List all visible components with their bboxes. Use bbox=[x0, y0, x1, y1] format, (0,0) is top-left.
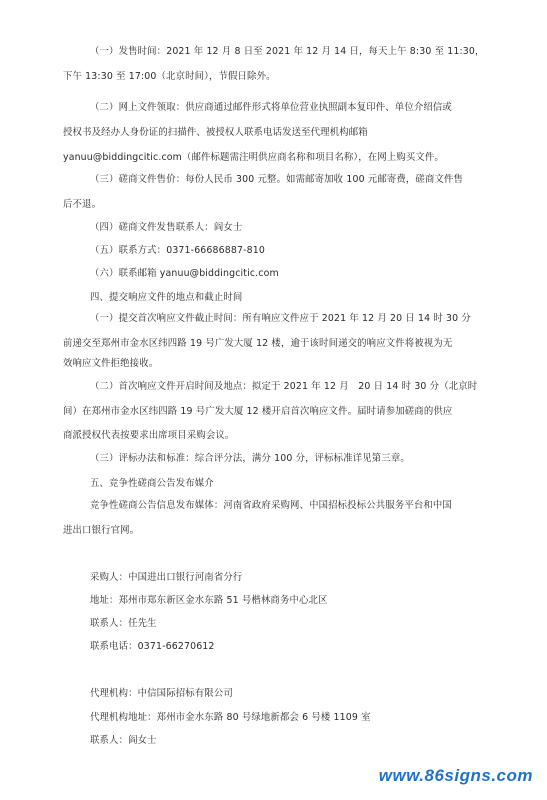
contact-phone-line: （五）联系方式：0371-66686887-810 bbox=[90, 245, 265, 256]
media-line-2: 进出口银行官网。 bbox=[63, 525, 140, 536]
price-line-2: 后不退。 bbox=[63, 199, 102, 210]
deadline-line-1: （一）提交首次响应文件截止时间：所有响应文件应于 2021 年 12 月 20 日 14 时 30 分 bbox=[90, 313, 471, 324]
sale-time-line-2: 下午 13:30 至 17:00（北京时间），节假日除外。 bbox=[63, 71, 276, 82]
site-watermark: www.86signs.com bbox=[378, 766, 533, 785]
agency-address-line: 代理机构地址：郑州市金水东路 80 号绿地新都会 6 号楼 1109 室 bbox=[90, 712, 371, 723]
purchaser-contact-line: 联系人：任先生 bbox=[90, 618, 157, 629]
purchaser-phone-line: 联系电话：0371-66270612 bbox=[90, 641, 215, 652]
online-docs-line-1: （二）网上文件领取：供应商通过邮件形式将单位营业执照副本复印件、单位介绍信或 bbox=[90, 102, 452, 113]
contact-person-line: （四）磋商文件发售联系人：阎女士 bbox=[90, 222, 243, 233]
purchaser-line: 采购人：中国进出口银行河南省分行 bbox=[90, 572, 243, 583]
deadline-line-2: 前递交至郑州市金水区纬四路 19 号广发大厦 12 楼，逾于该时间递交的响应文件将被视为无 bbox=[63, 338, 453, 349]
deadline-line-3: 效响应文件拒绝接收。 bbox=[63, 358, 159, 369]
agency-line: 代理机构：中信国际招标有限公司 bbox=[90, 688, 233, 699]
opening-line-2: 间）在郑州市金水区纬四路 19 号广发大厦 12 楼开启首次响应文件。届时请参加磋商的供应 bbox=[63, 406, 453, 417]
opening-line-3: 商派授权代表按要求出席项目采购会议。 bbox=[63, 430, 235, 441]
opening-line-1: （二）首次响应文件开启时间及地点：拟定于 2021 年 12 月 20 日 14 时 30 分（北京时 bbox=[90, 381, 478, 392]
purchaser-address-line: 地址：郑州市郑东新区金水东路 51 号楷林商务中心北区 bbox=[90, 595, 328, 606]
contact-email-line: （六）联系邮箱 yanuu@biddingcitic.com bbox=[90, 268, 279, 279]
media-line-1: 竞争性磋商公告信息发布媒体：河南省政府采购网、中国招标投标公共服务平台和中国 bbox=[90, 500, 452, 511]
section-five-heading: 五、竞争性磋商公告发布媒介 bbox=[90, 478, 214, 489]
evaluation-line: （三）评标办法和标准：综合评分法，满分 100 分，评标标准详见第三章。 bbox=[90, 453, 410, 464]
price-line-1: （三）磋商文件售价：每份人民币 300 元整。如需邮寄加收 100 元邮寄费，磋商文件售 bbox=[90, 174, 464, 185]
agency-contact-line: 联系人：阎女士 bbox=[90, 735, 157, 746]
online-docs-line-3: yanuu@biddingcitic.com（邮件标题需注明供应商名称和项目名称），在网上购买文件。 bbox=[63, 152, 444, 163]
online-docs-line-2: 授权书及经办人身份证的扫描件、被授权人联系电话发送至代理机构邮箱 bbox=[63, 127, 368, 138]
sale-time-line-1: （一）发售时间：2021 年 12 月 8 日至 2021 年 12 月 14 日，每天上午 8:30 至 11:30， bbox=[90, 46, 485, 57]
section-four-heading: 四、提交响应文件的地点和截止时间 bbox=[90, 292, 243, 303]
